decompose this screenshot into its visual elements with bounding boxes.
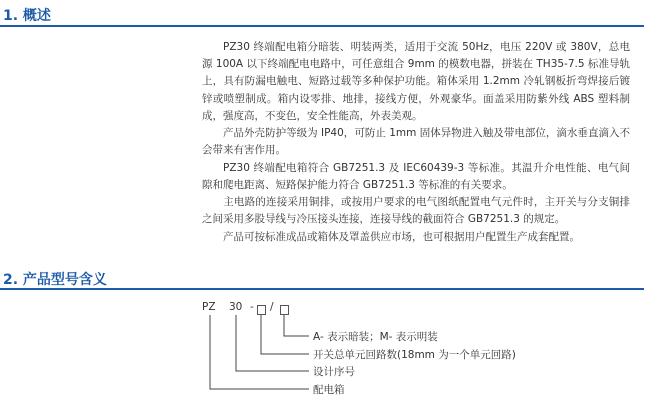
- model-prefix: PZ: [202, 301, 216, 313]
- model-dash: -: [250, 301, 254, 313]
- intro-paragraph-4: 主电路的连接采用铜排，或按用户要求的电气图纸配置电气元件时，主开关与分支铜排之间采用多股导线与冷压接头连接，连接导线的截面符合 GB7251.3 的规定。: [202, 196, 630, 226]
- legend-design-serial: 设计序号: [313, 366, 355, 378]
- intro-paragraph-5: 产品可按标准成品或箱体及罩盖供应市场，也可根据用户配置生产成套配置。: [223, 231, 580, 243]
- legend-distribution-box: 配电箱: [313, 384, 345, 396]
- model-number: 30: [229, 301, 243, 313]
- legend-mount-type: A- 表示暗装；M- 表示明装: [313, 331, 438, 343]
- intro-paragraph-1: PZ30 终端配电箱分暗装、明装两类，适用于交流 50Hz，电压 220V 或 380V，总电源 100A 以下终端配电电路中，可任意组合 9mm 的模数电器，拼装在 TH35-7.5 标准导轨上，具有防漏电触电、短路过载等多种保护功能。箱体采用 1.2mm 冷轧钢板折弯焊接后镀锌或喷塑制成。箱内设零排、地排，接线方便，外观豪华。面盖采用防紫外线 ABS 塑料制成，强度高，不变色，安全性能高，外表美观。: [202, 41, 630, 122]
- intro-paragraph-3: PZ30 终端配电箱符合 GB7251.3 及 IEC60439-3 等标准。其温升介电性能、电气间隙和爬电距离、短路保护能力符合 GB7251.3 等标准的有关要求。: [202, 162, 630, 192]
- legend-circuit-count: 开关总单元回路数(18mm 为一个单元回路): [313, 349, 516, 361]
- section-2-heading: 2. 产品型号含义: [3, 272, 107, 288]
- model-slash: /: [270, 301, 274, 313]
- intro-paragraph-2: 产品外壳防护等级为 IP40，可防止 1mm 固体异物进入触及带电部位，滴水垂直滴入不会带来有害作用。: [202, 127, 630, 157]
- section-1-heading: 1. 概述: [3, 8, 51, 24]
